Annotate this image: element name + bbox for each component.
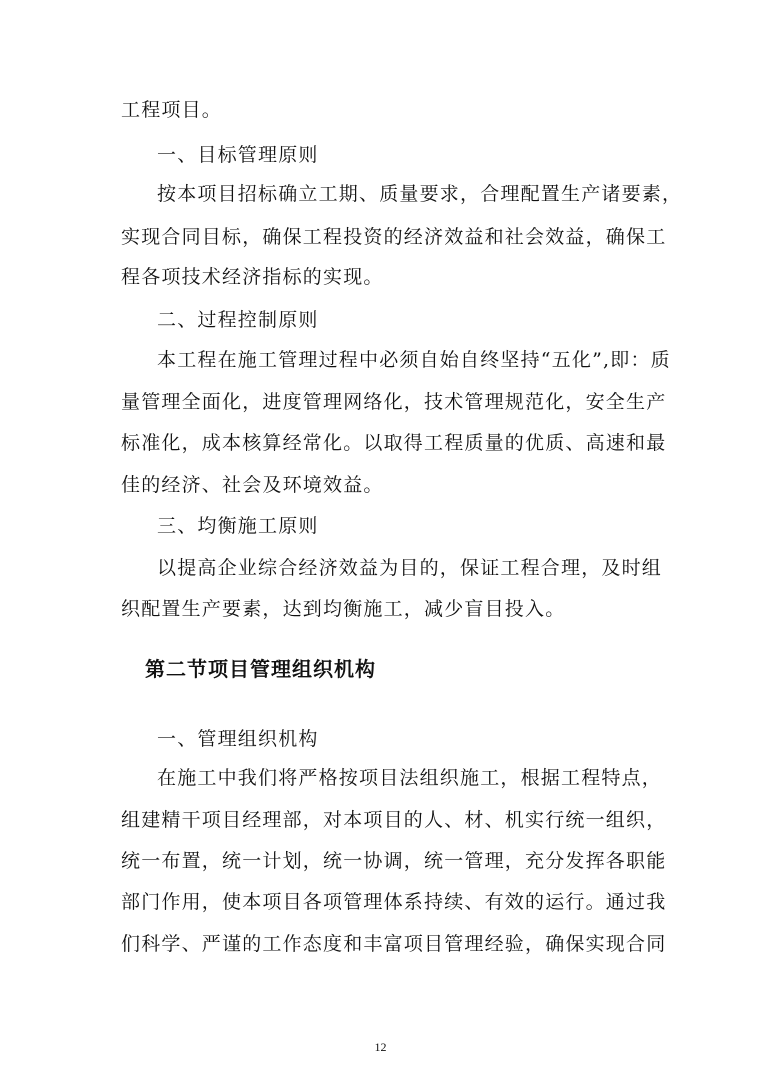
text-line: 们科学、严谨的工作态度和丰富项目管理经验，确保实现合同 [121,933,667,955]
page-number: 12 [374,1040,387,1054]
text-line: 织配置生产要素，达到均衡施工，减少盲目投入。 [121,598,566,620]
subheading-organization: 一、管理组织机构 [157,728,319,750]
text-line: 按本项目招标确立工期、质量要求，合理配置生产诸要素， [157,183,683,205]
text-line: 统一布置，统一计划，统一协调，统一管理，充分发挥各职能 [121,850,667,872]
subheading-process-control: 二、过程控制原则 [157,309,319,331]
text-line: 部门作用，使本项目各项管理体系持续、有效的运行。通过我 [121,891,667,913]
text-line: 以提高企业综合经济效益为目的，保证工程合理，及时组 [157,557,663,579]
subheading-target-management: 一、目标管理原则 [157,144,319,166]
text-line: 程各项技术经济指标的实现。 [121,266,384,288]
text-line: 工程项目。 [121,99,223,121]
subheading-balanced-construction: 三、均衡施工原则 [157,515,319,537]
text-line: 在施工中我们将严格按项目法组织施工，根据工程特点， [157,767,663,789]
text-line: 组建精干项目经理部，对本项目的人、材、机实行统一组织， [121,809,667,831]
section-heading: 第二节项目管理组织机构 [145,657,376,681]
text-line: 量管理全面化，进度管理网络化，技术管理规范化，安全生产 [121,391,667,413]
text-line: 实现合同目标，确保工程投资的经济效益和社会效益，确保工 [121,226,667,248]
text-line: 本工程在施工管理过程中必须自始自终坚持“五化”,即：质 [157,349,671,371]
text-line: 标准化，成本核算经常化。以取得工程质量的优质、高速和最 [121,432,667,454]
text-line: 佳的经济、社会及环境效益。 [121,474,384,496]
